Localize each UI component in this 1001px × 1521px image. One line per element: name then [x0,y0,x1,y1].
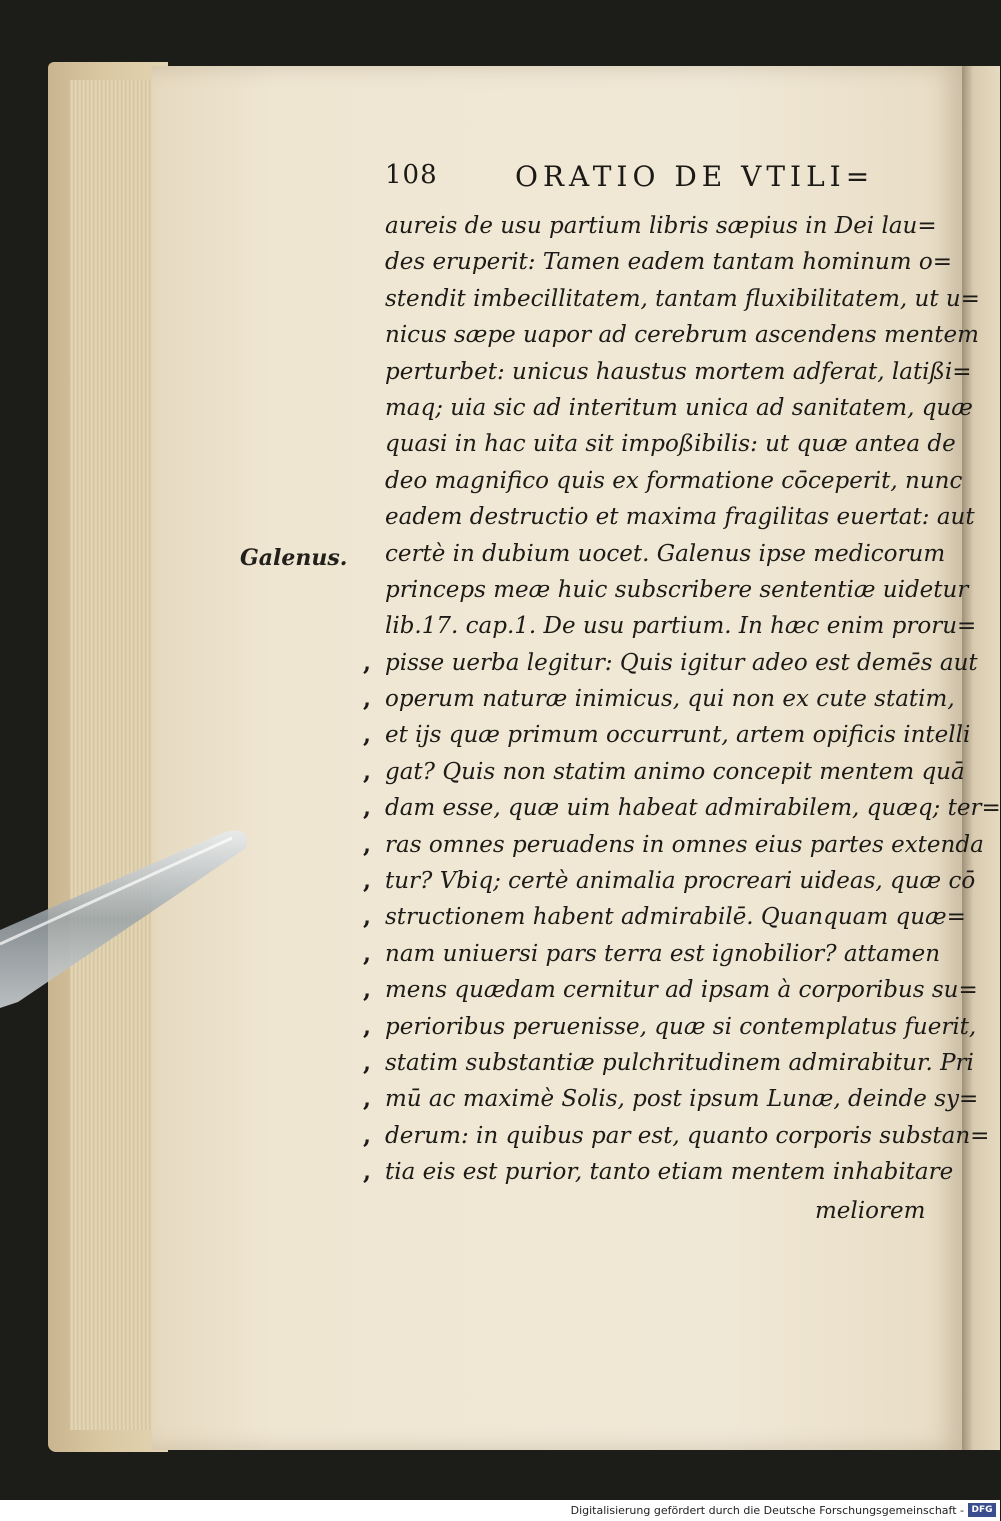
text-line-content: structionem habent admirabilē. Quanquam quæ= [385,904,966,931]
text-line-content: gat? Quis non statim animo concepit mentem quā [385,758,965,785]
quotation-mark: , [363,1012,372,1040]
quotation-mark: , [363,1048,372,1076]
text-line-content: tia eis est purior, tanto etiam mentem inhabitare [385,1159,954,1186]
text-line [385,536,946,572]
text-line-content: des eruperit: Tamen eadem tantam hominum o= [385,249,952,276]
text-block [363,208,1001,1191]
quotation-mark: , [363,721,372,749]
text-line [363,827,984,863]
text-line-content: lib.17. cap.1. De usu partium. In hæc enim proru= [385,613,977,640]
text-line-content: quasi in hac uita sit impoßibilis: ut quæ antea de [385,431,956,458]
quotation-mark: , [363,794,372,822]
quotation-mark: , [363,939,372,967]
text-line [363,1009,977,1045]
text-line [385,244,952,280]
text-line-content: maq; uia sic ad interitum unica ad sanitatem, quæ [385,394,973,421]
quotation-mark: , [363,1121,372,1149]
quotation-mark: , [363,830,372,858]
catchword: meliorem [815,1198,926,1224]
quotation-mark: , [363,648,372,676]
text-line [385,499,975,535]
page-number: 108 [385,160,438,190]
text-line-content: deo magnifico quis ex formatione cōceperit, nunc [385,467,963,494]
text-line [385,463,963,499]
text-line [363,717,971,753]
text-line [385,354,972,390]
text-line [363,972,978,1008]
text-line [363,754,965,790]
text-line [385,572,969,608]
text-line [385,390,973,426]
text-line [363,899,966,935]
text-line [363,1045,974,1081]
page-header [385,160,925,200]
text-line-content: nicus sæpe uapor ad cerebrum ascendens mentem [385,322,979,349]
text-line [363,681,955,717]
text-line [363,863,976,899]
quotation-mark: , [363,757,372,785]
quotation-mark: , [363,1158,372,1186]
text-line [385,317,979,353]
page-stack [70,80,162,1430]
text-line-content: statim substantiæ pulchritudinem admirabitur. Pri [385,1049,974,1076]
text-line-content: derum: in quibus par est, quanto corporis substan= [385,1122,990,1149]
text-line-content: dam esse, quæ uim habeat admirabilem, quæq; ter= [385,795,1001,822]
quotation-mark: , [363,867,372,895]
text-line-content: stendit imbecillitatem, tantam fluxibilitatem, ut u= [385,285,980,312]
text-line-content: mens quædam cernitur ad ipsam à corporibus su= [385,977,978,1004]
text-line [363,645,978,681]
text-line-content: perioribus peruenisse, quæ si contemplatus fuerit, [385,1013,977,1040]
text-line [363,1081,979,1117]
text-line [385,208,937,244]
dfg-logo: DFG [968,1503,996,1517]
text-line-content: aureis de usu partium libris sæpius in Dei lau= [385,213,937,239]
text-line [363,1154,954,1190]
marginal-note: Galenus. [240,545,348,571]
text-line-content: nam uniuersi pars terra est ignobilior? attamen [385,940,941,967]
quotation-mark: , [363,976,372,1004]
text-line-content: pisse uerba legitur: Quis igitur adeo est demēs aut [385,649,978,676]
quotation-mark: , [363,1085,372,1113]
text-line [385,608,977,644]
quotation-mark: , [363,903,372,931]
text-line-content: operum naturæ inimicus, qui non ex cute statim, [385,686,955,713]
text-line-content: princeps meæ huic subscribere sententiæ uidetur [385,576,969,603]
text-line-content: certè in dubium uocet. Galenus ipse medicorum [385,540,946,567]
text-line-content: et ijs quæ primum occurrunt, artem opificis intelli [385,722,971,749]
text-line-content: tur? Vbiq; certè animalia procreari uideas, quæ cō [385,868,976,895]
running-head: ORATIO DE VTILI= [515,160,875,193]
text-line [385,426,956,462]
text-line-content: ras omnes peruadens in omnes eius partes extenda [385,831,984,858]
footer-bar [0,1500,1000,1521]
facing-page-edge [962,66,1000,1450]
text-line [363,790,1001,826]
text-line [363,1118,990,1154]
text-line-content: mū ac maximè Solis, post ipsum Lunæ, deinde sy= [385,1086,979,1113]
text-line-content: perturbet: unicus haustus mortem adferat, latißi= [385,358,972,385]
text-line-content: eadem destructio et maxima fragilitas euertat: aut [385,504,975,531]
text-line [385,281,980,317]
quotation-mark: , [363,685,372,713]
funding-credit: Digitalisierung gefördert durch die Deutsche Forschungsgemeinschaft - [570,1504,964,1517]
text-line [363,936,941,972]
